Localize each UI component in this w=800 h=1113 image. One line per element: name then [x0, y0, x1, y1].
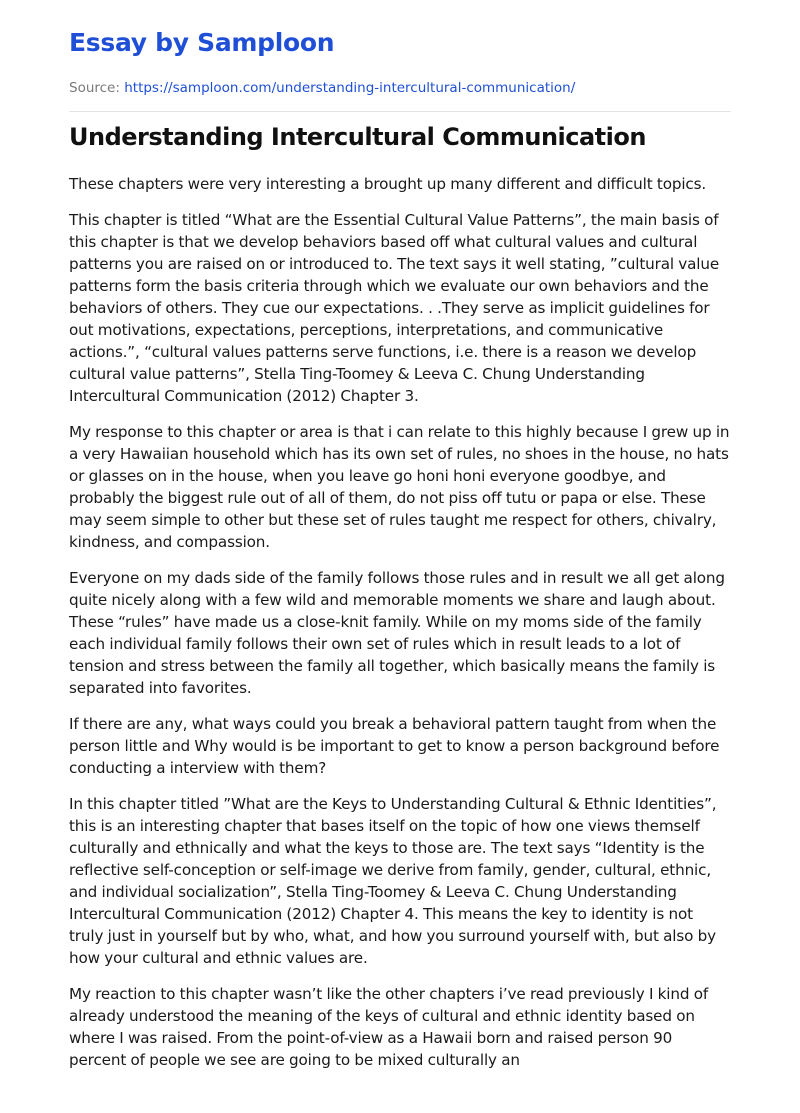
site-brand[interactable]: Essay by Samploon — [69, 28, 335, 57]
paragraph-5: If there are any, what ways could you break a behavioral pattern taught from when the person little and Why would is be important to get to know a person background before conducting a interview with them? — [69, 715, 720, 777]
article-title: Understanding Intercultural Communication — [69, 123, 646, 151]
source-link[interactable]: https://samploon.com/understanding-intercultural-communication/ — [124, 80, 576, 96]
paragraph-1: These chapters were very interesting a brought up many different and difficult topics. — [69, 175, 707, 193]
article-body — [69, 173, 731, 1085]
paragraph-4: Everyone on my dads side of the family follows those rules and in result we all get along quite nicely along with a few wild and memorable moments we share and laugh about. These “rules” have made us a close-knit family. While on my moms side of the family each individual family follows their own set of rules which in result leads to a lot of tension and stress between the family all together, which basically means the family is separated into favorites. — [69, 569, 725, 697]
paragraph-2: This chapter is titled “What are the Essential Cultural Value Patterns”, the main basis of this chapter is that we develop behaviors based off what cultural values and cultural patterns you are raised on or introduced to. The text says it well stating, ”cultural value patterns form the basis criteria through which we evaluate our own behaviors and the behaviors of others. They cue our expectations. . .They serve as implicit guidelines for out motivations, expectations, perceptions, interpretations, and communicative actions.”, “cultural values patterns serve functions, i.e. there is a reason we develop cultural value patterns”, Stella Ting-Toomey & Leeva C. Chung Understanding Intercultural Communication (2012) Chapter 3. — [69, 211, 720, 405]
paragraph-3: My response to this chapter or area is that i can relate to this highly because I grew up in a very Hawaiian household which has its own set of rules, no shoes in the house, no hats or glasses on in the house, when you leave go honi honi everyone goodbye, and probably the biggest rule out of all of them, do not piss off tutu or papa or else. These may seem simple to other but these set of rules taught me respect for others, chivalry, kindness, and compassion. — [69, 423, 730, 551]
paragraph-6: In this chapter titled ”What are the Keys to Understanding Cultural & Ethnic Identities”, this is an interesting chapter that bases itself on the topic of how one views themself culturally and ethnically and what the keys to those are. The text says “Identity is the reflective self-conception or self-image we derive from family, gender, cultural, ethnic, and individual socialization”, Stella Ting-Toomey & Leeva C. Chung Understanding Intercultural Communication (2012) Chapter 4. This means the key to identity is not truly just in yourself but by who, what, and how you surround yourself with, but also by how your cultural and ethnic values are. — [69, 795, 717, 967]
source-label: Source: — [69, 80, 120, 96]
header-divider — [69, 111, 731, 112]
source-line — [69, 80, 575, 96]
paragraph-7: My reaction to this chapter wasn’t like the other chapters i’ve read previously I kind of already understood the meaning of the keys of cultural and ethnic identity based on where I was raised. From the point-of-view as a Hawaii born and raised person 90 percent of people we see are going to be mixed culturally an — [69, 985, 709, 1069]
